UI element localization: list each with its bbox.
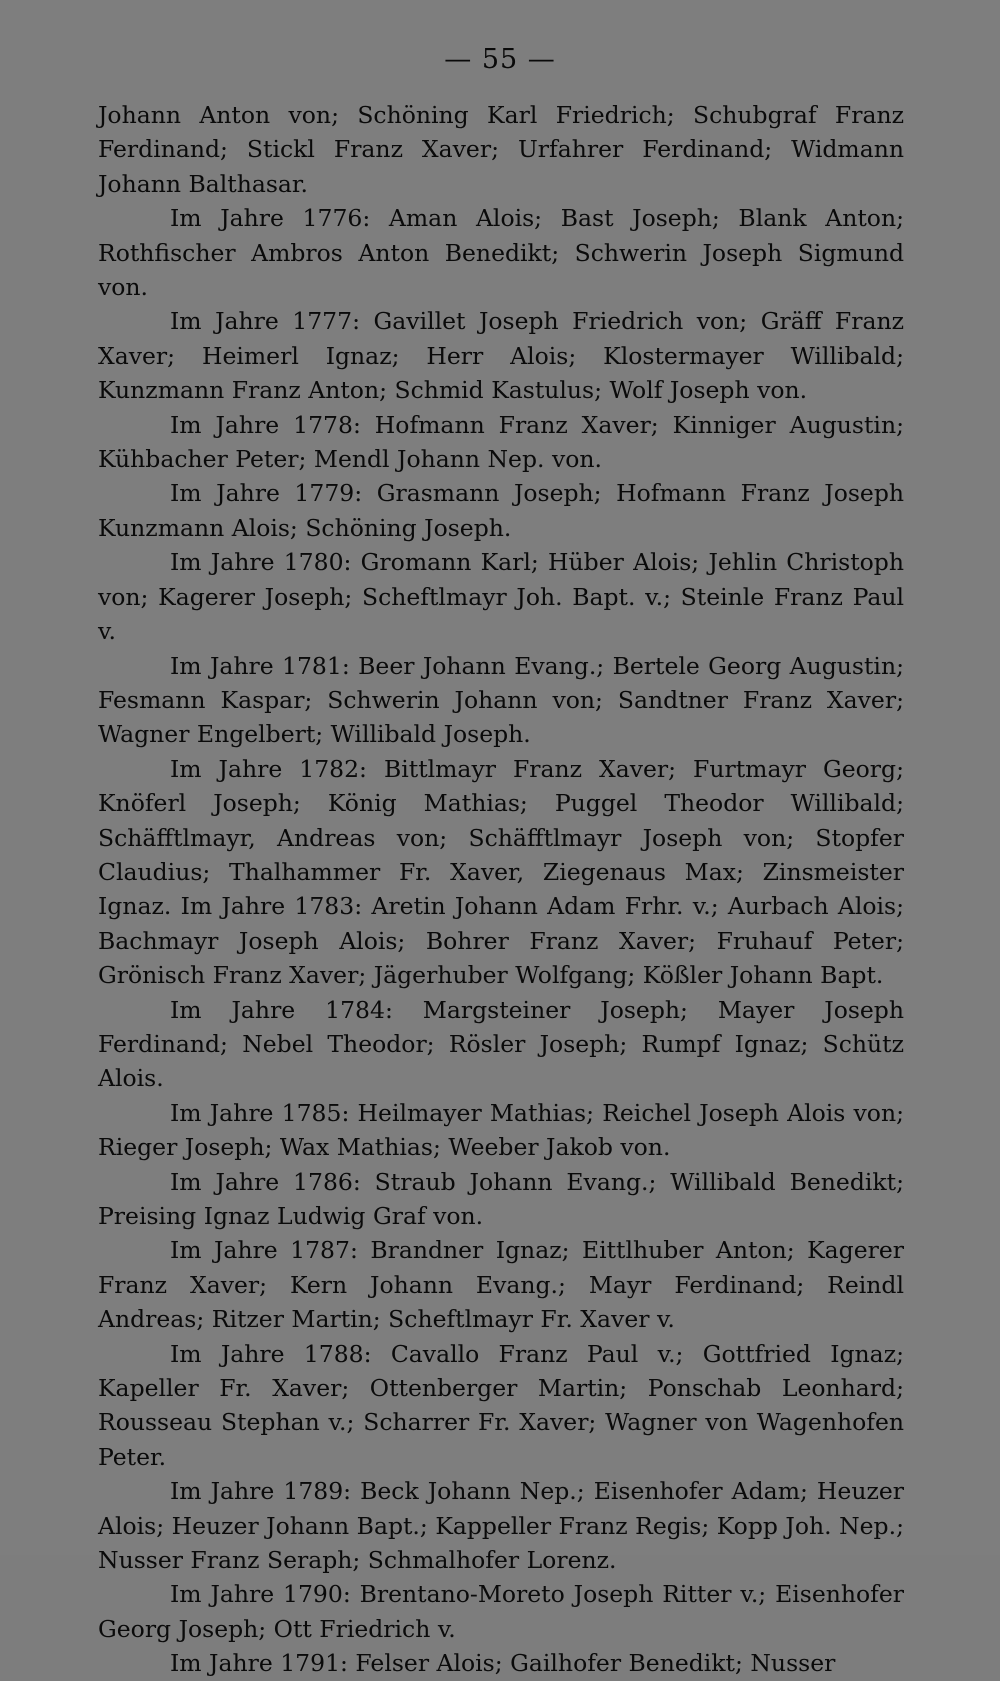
paragraph: Im Jahre 1788: Cavallo Franz Paul v.; Gottfried Ignaz; Kapeller Fr. Xaver; Ottenberger Martin; Ponschab Leonhard; Rousseau Stephan v.; Scharrer Fr. Xaver; Wagner von Wagenhofen Peter. — [98, 1339, 904, 1471]
paragraph: Im Jahre 1791: Felser Alois; Gailhofer Benedikt; Nusser — [170, 1649, 836, 1678]
paragraph: Im Jahre 1779: Grasmann Joseph; Hofmann Franz Joseph Kunzmann Alois; Schöning Joseph. — [98, 479, 904, 542]
paragraph: Im Jahre 1780: Gromann Karl; Hüber Alois; Jehlin Christoph von; Kagerer Joseph; Scheftlmayr Joh. Bapt. v.; Steinle Franz Paul v. — [98, 548, 904, 646]
paragraph: Im Jahre 1777: Gavillet Joseph Friedrich von; Gräff Franz Xaver; Heimerl Ignaz; Herr Alois; Klostermayer Willibald; Kunzmann Franz Anton; Schmid Kastulus; Wolf Joseph von. — [98, 307, 904, 405]
body-text — [98, 98, 904, 1681]
paragraph: Johann Anton von; Schöning Karl Friedrich; Schubgraf Franz Ferdinand; Stickl Franz Xaver; Urfahrer Ferdinand; Widmann Johann Balthasar. — [98, 101, 904, 198]
paragraph: Im Jahre 1778: Hofmann Franz Xaver; Kinniger Augustin; Kühbacher Peter; Mendl Johann Nep. von. — [98, 410, 904, 474]
paragraph: Im Jahre 1781: Beer Johann Evang.; Bertele Georg Augustin; Fesmann Kaspar; Schwerin Johann von; Sandtner Franz Xaver; Wagner Engelbert; Willibald Joseph. — [98, 651, 904, 749]
paragraph: Im Jahre 1785: Heilmayer Mathias; Reichel Joseph Alois von; Rieger Joseph; Wax Mathias; Weeber Jakob von. — [98, 1098, 904, 1162]
paragraph: Im Jahre 1782: Bittlmayr Franz Xaver; Furtmayr Georg; Knöferl Joseph; König Mathias; Puggel Theodor Willibald; Schäfftlmayr, Andreas von; Schäfftlmayr Joseph von; Stopfer Claudius; Thalhammer Fr. Xaver, Ziegenaus Max; Zinsmeister Ignaz. Im Jahre 1783: Aretin Johann Adam Frhr. v.; Aurbach Alois; Bachmayr Joseph Alois; Bohrer Franz Xaver; Fruhauf Peter; Grönisch Franz Xaver; Jägerhuber Wolfgang; Kößler Johann Bapt. — [98, 754, 904, 990]
paragraph: Im Jahre 1789: Beck Johann Nep.; Eisenhofer Adam; Heuzer Alois; Heuzer Johann Bapt.; Kappeller Franz Regis; Kopp Joh. Nep.; Nusser Franz Seraph; Schmalhofer Lorenz. — [98, 1477, 904, 1575]
page-number: — 55 — — [444, 44, 556, 75]
paragraph: Im Jahre 1776: Aman Alois; Bast Joseph; Blank Anton; Rothfischer Ambros Anton Benedikt; Schwerin Joseph Sigmund von. — [98, 204, 904, 302]
paragraph: Im Jahre 1787: Brandner Ignaz; Eittlhuber Anton; Kagerer Franz Xaver; Kern Johann Evang.; Mayr Ferdinand; Reindl Andreas; Ritzer Martin; Scheftlmayr Fr. Xaver v. — [98, 1236, 904, 1334]
paragraph: Im Jahre 1790: Brentano-Moreto Joseph Ritter v.; Eisenhofer Georg Joseph; Ott Friedrich v. — [98, 1580, 904, 1643]
paragraph: Im Jahre 1786: Straub Johann Evang.; Willibald Benedikt; Preising Ignaz Ludwig Graf von. — [98, 1167, 904, 1230]
paragraph: Im Jahre 1784: Margsteiner Joseph; Mayer Joseph Ferdinand; Nebel Theodor; Rösler Joseph; Rumpf Ignaz; Schütz Alois. — [98, 995, 904, 1093]
